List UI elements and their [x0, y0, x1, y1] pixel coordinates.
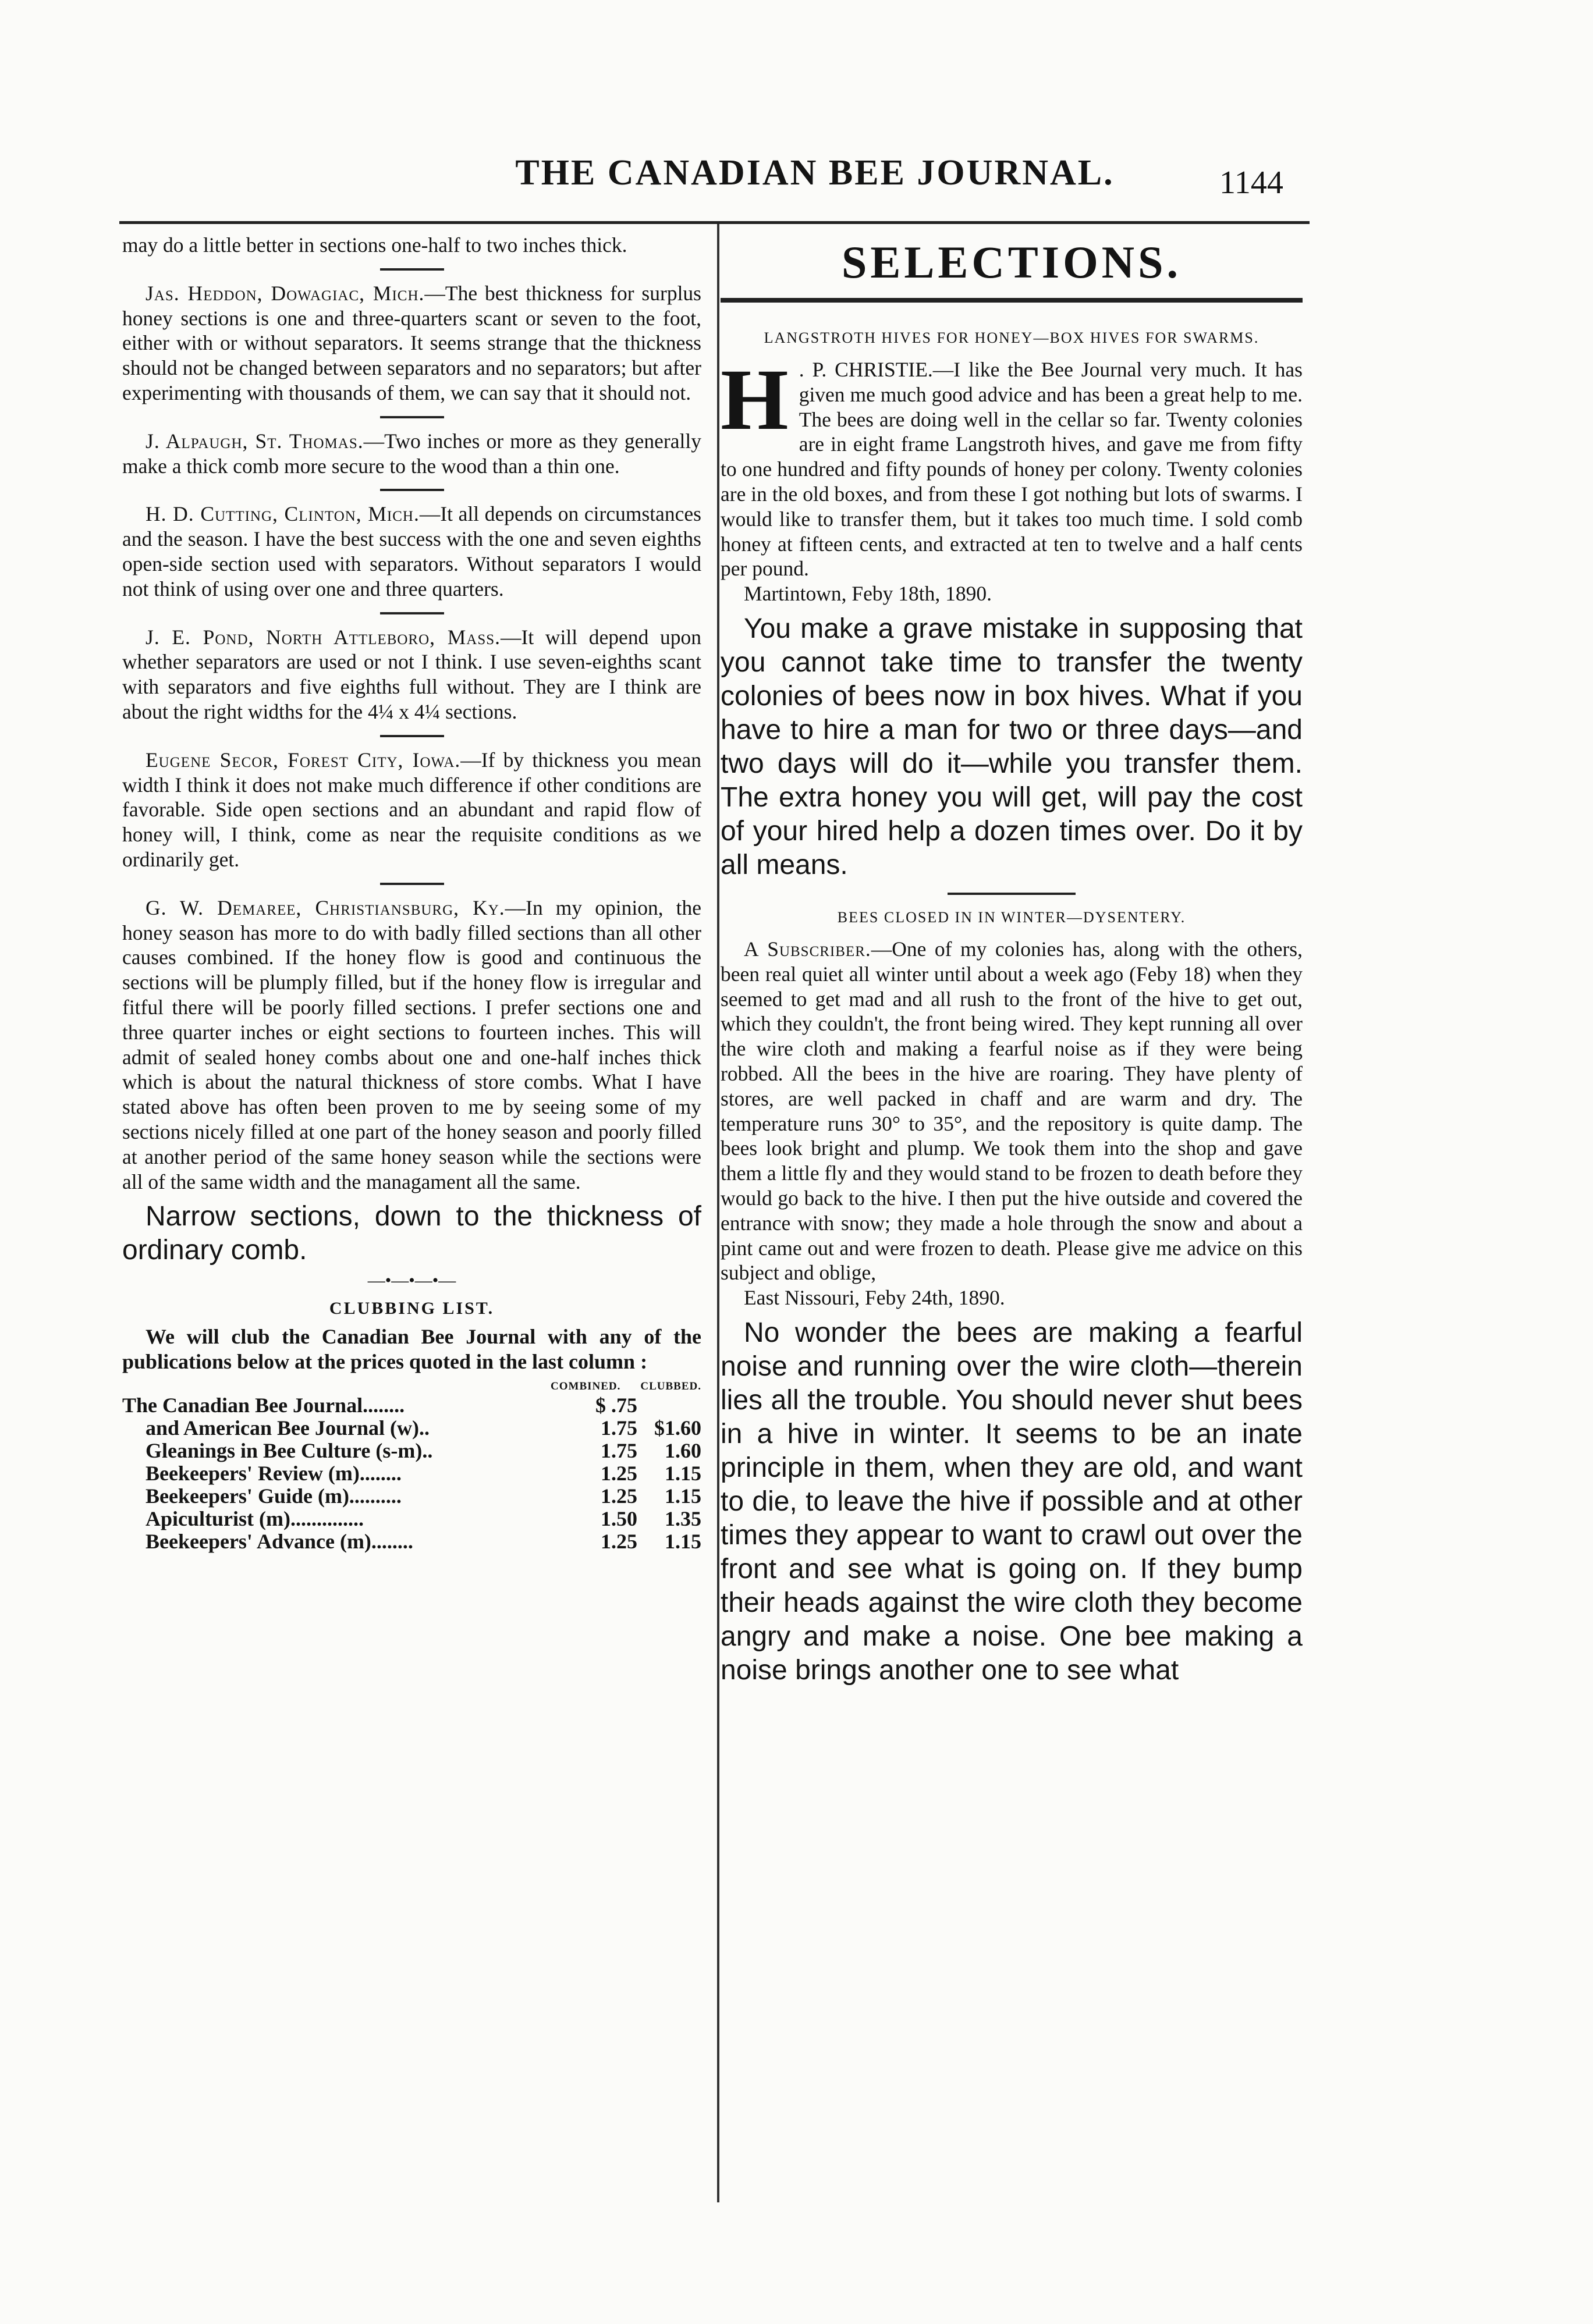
clubbed-price: 1.15	[665, 1530, 701, 1554]
entry-text: —The best thickness for surplus honey sections is one and three-quarters scant or seven to the foot, either with or without separators. It seems strange that the thickness should not be changed between separators and no separators; but after experimenting with thousands of them, we can say that it should not.	[122, 281, 701, 404]
article-text: . P. CHRISTIE.—I like the Bee Journal very much. It has given me much good advice and has been a great help to me. The bees are doing well in the cellar so far. Twenty colonies are in eight frame Langstroth hives, and gave me from fifty to one hundred and fifty pounds of honey per colony. Twenty colonies are in the old boxes, and from these I got nothing but lots of swarms. I would like to transfer them, but it takes too much time. I sold comb honey at fifteen cents, and extracted at ten to twelve and a half cents per pound.	[721, 358, 1303, 581]
page-number: 1144	[1219, 165, 1283, 201]
clubbed-price: 1.35	[665, 1507, 701, 1531]
entry-author: Jas. Heddon, Dowagiac, Mich.	[146, 281, 425, 305]
drop-cap: H	[721, 351, 789, 448]
entry-text: —If by thickness you mean width I think it does not make much difference if other conditions are favorable. Side open sections and an abundant and rapid flow of honey will, I think, come as near the requisite conditions as we ordinarily get.	[122, 748, 702, 871]
entry-rule	[380, 416, 444, 418]
clubbed-price: 1.15	[665, 1462, 701, 1486]
table-row	[122, 1530, 701, 1553]
section-rule	[721, 298, 1303, 303]
entry-rule	[380, 735, 444, 737]
right-column	[721, 233, 1303, 1687]
combined-price: 1.25	[601, 1484, 637, 1508]
continued-text: may do a little better in sections one-half to two inches thick.	[122, 233, 627, 257]
entry-pond	[122, 625, 701, 724]
publication-name: and American Bee Journal (w)..	[146, 1416, 430, 1440]
combined-price: 1.25	[601, 1462, 637, 1486]
editor-reply: You make a grave mistake in supposing that you cannot take time to transfer the twenty colonies of bees now in box hives. What if you have to hire a man for two or three days—and two days will do it—while you transfer them. The extra honey you will get, will pay the cost of your hired help a dozen times over. Do it by all means.	[721, 613, 1303, 880]
combined-header: COMBINED.	[551, 1380, 621, 1393]
entry-alpaugh	[122, 429, 701, 479]
publication-name: Beekeepers' Review (m)........	[146, 1462, 402, 1486]
article-heading: BEES CLOSED IN IN WINTER—DYSENTERY.	[837, 908, 1186, 926]
entry-text: —In my opinion, the honey season has more to do with badly filled sections than all other causes combined. If the honey flow is good and continuous the sections will be plumply filled, but if the honey flow is irregular and fitful there will be poorly filled sections. I prefer sections one and three quarter inches or eight sections to fourteen inches. This will admit of sealed honey combs about one and one-half inches thick which is about the natural thickness of store combs. What I have stated above has often been proven to me by seeing some of my sections nicely filled at one part of the honey season and poorly filled at another period of the same honey season while the sections were all of the same width and the managament all the same.	[122, 896, 702, 1193]
article-subscriber	[721, 937, 1303, 1285]
entry-author: Eugene Secor, Forest City, Iowa.	[146, 748, 461, 772]
clubbed-price: $1.60	[654, 1416, 701, 1440]
clubbing-table	[122, 1394, 701, 1553]
combined-price: 1.50	[601, 1507, 637, 1531]
header-rule	[119, 221, 1310, 224]
clubbed-price: 1.15	[665, 1484, 701, 1508]
table-row	[122, 1462, 701, 1485]
article-place-date: East Nissouri, Feby 24th, 1890.	[744, 1286, 1005, 1310]
left-column	[122, 233, 701, 1553]
entry-rule	[380, 489, 444, 491]
table-row	[122, 1440, 701, 1462]
entry-cutting	[122, 502, 701, 601]
article-author: A Subscriber.	[744, 937, 871, 961]
article-place-date: Martintown, Feby 18th, 1890.	[744, 582, 992, 606]
entry-heddon	[122, 281, 701, 406]
ornament-divider: —•—•—•—	[367, 1271, 456, 1291]
combined-price: 1.75	[601, 1416, 637, 1440]
publication-name: Apiculturist (m)..............	[146, 1507, 364, 1531]
article-christie	[721, 351, 1303, 581]
combined-price: $ .75	[595, 1394, 637, 1417]
table-row	[122, 1508, 701, 1530]
editor-note: Narrow sections, down to the thickness of ordinary comb.	[122, 1201, 701, 1266]
table-row	[122, 1417, 701, 1440]
publication-name: The Canadian Bee Journal........	[122, 1394, 405, 1417]
clubbed-price	[637, 1394, 701, 1417]
entry-text: —Two inches or more as they generally make a thick comb more secure to the wood than a thin one.	[122, 429, 701, 478]
section-title: SELECTIONS.	[841, 237, 1182, 287]
entry-rule	[380, 268, 444, 271]
clubbing-column-headers	[122, 1380, 701, 1393]
entry-secor	[122, 748, 701, 872]
entry-rule	[380, 883, 444, 885]
clubbed-header: CLUBBED.	[640, 1380, 701, 1393]
article-text: —One of my colonies has, along with the others, been real quiet all winter until about a week ago (Feby 18) when they seemed to get mad and all rush to the front of the hive to get out, which they couldn't, the front being wired. They kept running all over the wire cloth and making a fearful noise as if they were being robbed. All the bees in the hive are roaring. They have plenty of stores, are well packed in chaff and are warm and dry. The temperature runs 30° to 35°, and the repository is quite damp. The bees look bright and plump. We took them into the shop and gave them a little fly and they would stand to be frozen to death before they would go back to the hive. I then put the hive outside and covered the entrance with snow; they made a hole through the snow and about a pint came out and were frozen to death. Please give me advice on this subject and oblige,	[721, 937, 1303, 1285]
running-head: THE CANADIAN BEE JOURNAL.	[515, 153, 1115, 193]
article-rule	[948, 893, 1076, 895]
entry-author: J. E. Pond, North Attleboro, Mass.	[146, 625, 501, 649]
table-row	[122, 1394, 701, 1417]
entry-text: —It will depend upon whether separators are used or not I think. I use seven-eighths scant with separators and five eighths full without. They are I think are about the right widths for the 4¼ x 4¼ sections.	[122, 625, 701, 723]
article-heading: LANGSTROTH HIVES FOR HONEY—BOX HIVES FOR SWARMS.	[764, 329, 1260, 346]
entry-author: G. W. Demaree, Christiansburg, Ky.	[146, 896, 505, 919]
entry-author: H. D. Cutting, Clinton, Mich.	[146, 502, 420, 526]
editor-reply: No wonder the bees are making a fearful noise and running over the wire cloth—therein lies all the trouble. You should never shut bees in a hive in winter. It seems to be an inate principle in them, when they are old, and want to die, to leave the hive if possible and at other times they appear to want to crawl out over the front and see what is going on. If they bump their heads against the wire cloth they become angry and make a noise. One bee making a noise brings another one to see what	[721, 1317, 1303, 1686]
entry-text: —It all depends on circumstances and the season. I have the best success with the one and seven eighths open-side section used with separators. Without separators I would not think of using over one and three quarters.	[122, 502, 701, 600]
publication-name: Gleanings in Bee Culture (s-m)..	[146, 1439, 433, 1463]
clubbing-heading: CLUBBING LIST.	[329, 1299, 495, 1319]
publication-name: Beekeepers' Advance (m)........	[146, 1530, 413, 1554]
entry-author: J. Alpaugh, St. Thomas.	[146, 429, 364, 453]
publication-name: Beekeepers' Guide (m)..........	[146, 1484, 402, 1508]
column-divider	[717, 224, 719, 2202]
combined-price: 1.25	[601, 1530, 637, 1554]
entry-demaree	[122, 896, 701, 1195]
clubbing-intro: We will club the Canadian Bee Journal with any of the publications below at the prices quoted in the last column :	[122, 1325, 701, 1374]
combined-price: 1.75	[601, 1439, 637, 1463]
clubbed-price: 1.60	[665, 1439, 701, 1463]
entry-rule	[380, 612, 444, 614]
table-row	[122, 1485, 701, 1508]
